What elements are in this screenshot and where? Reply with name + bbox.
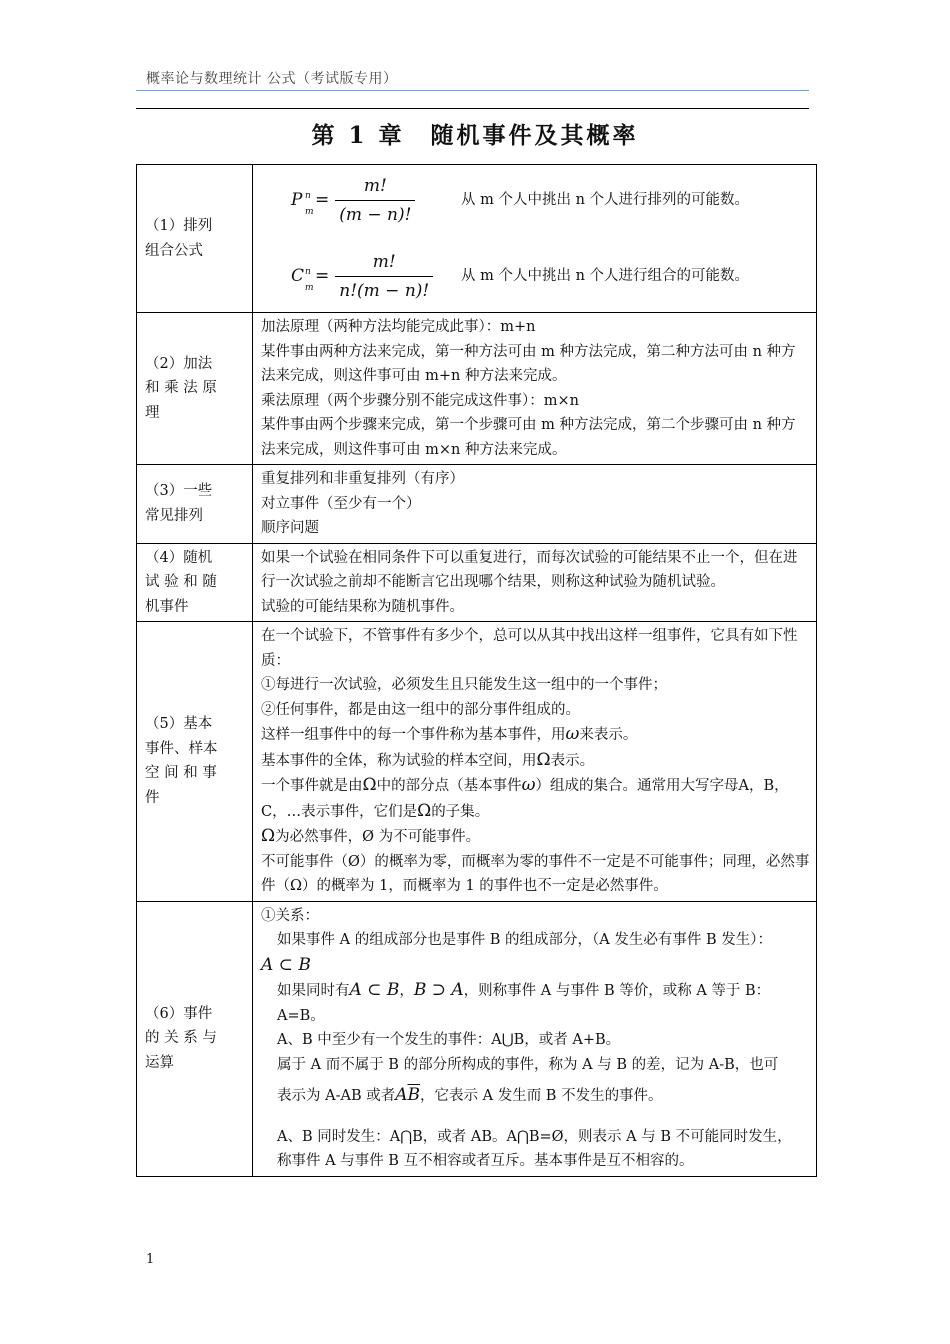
header-rule (136, 90, 809, 91)
table-row (137, 465, 817, 544)
row-content: 加法原理（两种方法均能完成此事）：m+n 某件事由两种方法来完成，第一种方法可由 m 种方法完成，第二种方法可由 n 种方法来完成，则这件事可由 m+n 种方法来完成。 乘法原理（两个步骤分别不能完成这件事）：m×n 某件事由两个步骤来完成，第一个步骤可由 m 种方法完成，第二个步骤可由 n 种方法来完成，则这件事可由 m×n 种方法来完成。 (253, 313, 817, 465)
row-label: （2）加法 和 乘 法 原 理 (137, 313, 253, 465)
table-row (137, 622, 817, 902)
row-content: 在一个试验下，不管事件有多少个，总可以从其中找出这样一组事件，它具有如下性质： ①每进行一次试验，必须发生且只能发生这一组中的一个事件； ②任何事件，都是由这一组中的部分事件组成的。 这样一组事件中的每一个事件称为基本事件，用ω来表示。 基本事件的全体，称为试验的样本空间，用Ω表示。 一个事件就是由Ω中的部分点（基本事件ω）组成的集合。通常用大写字母A，B，C，…表示事件，它们是Ω的子集。 Ω为必然事件，Ø 为不可能事件。 不可能事件（Ø）的概率为零，而概率为零的事件不一定是不可能事件；同理，必然事件（Ω）的概率为 1，而概率为 1 的事件也不一定是必然事件。 (253, 622, 817, 902)
title-rule (136, 108, 809, 109)
running-header: 概率论与数理统计 公式（考试版专用） (146, 71, 398, 87)
a-not-b-expression: $A\overline{B}$ (395, 1085, 420, 1105)
table-row (137, 543, 817, 622)
formula-description: 从 m 个人中挑出 n 个人进行排列的可能数。 (461, 192, 750, 209)
row-label: （6）事件 的 关 系 与 运算 (137, 901, 253, 1176)
table-row (137, 901, 817, 1176)
combination-formula: C n m = $\frac{m!}{n!(m - n)!}$ 从 m 个人中挑出 n 个人进行组合的可能数。 (261, 245, 810, 309)
row-label: （5）基本 事件、样本 空 间 和 事 件 (137, 622, 253, 902)
table-row (137, 313, 817, 465)
formula-description: 从 m 个人中挑出 n 个人进行组合的可能数。 (461, 268, 750, 285)
row-content: 重复排列和非重复排列（有序） 对立事件（至少有一个） 顺序问题 (253, 465, 817, 544)
row-content (253, 165, 817, 313)
chapter-title: 第 1 章 随机事件及其概率 (311, 122, 639, 149)
row-label: （3）一些 常见排列 (137, 465, 253, 544)
row-content: 如果一个试验在相同条件下可以重复进行，而每次试验的可能结果不止一个，但在进行一次试验之前却不能断言它出现哪个结果，则称这种试验为随机试验。 试验的可能结果称为随机事件。 (253, 543, 817, 622)
formula-table (136, 164, 817, 1177)
omega-symbol: ω (565, 724, 580, 744)
row-content: ①关系： 如果事件 A 的组成部分也是事件 B 的组成部分，（A 发生必有事件 B 发生）： A ⊂ B 如果同时有A ⊂ B，B ⊃ A，则称事件 A 与事件 B 等价，或称 A 等于 B：A=B。 A、B 中至少有一个发生的事件：A⋃B，或者 A+B。 属于 A 而不属于 B 的部分所构成的事件，称为 A 与 B 的差，记为 A-B，也可 表示为 A-AB 或者$A\overline{B}$，它表示 A 发生而 B 不发生的事件。 A、B 同时发生：A⋂B，或者 AB。A⋂B=Ø，则表示 A 与 B 不可能同时发生， 称事件 A 与事件 B 互不相容或者互斥。基本事件是互不相容的。 (253, 901, 817, 1176)
row-label: （1）排列 组合公式 (137, 165, 253, 313)
page-number: 1 (146, 1252, 155, 1267)
permutation-formula: P n m = $\frac{m!}{(m - n)!}$ 从 m 个人中挑出 n 个人进行排列的可能数。 (261, 169, 810, 233)
subset-expression: A ⊂ B (261, 954, 311, 975)
table-row (137, 165, 817, 313)
omega-capital-symbol: Ω (536, 749, 551, 770)
row-label: （4）随机 试 验 和 随 机事件 (137, 543, 253, 622)
